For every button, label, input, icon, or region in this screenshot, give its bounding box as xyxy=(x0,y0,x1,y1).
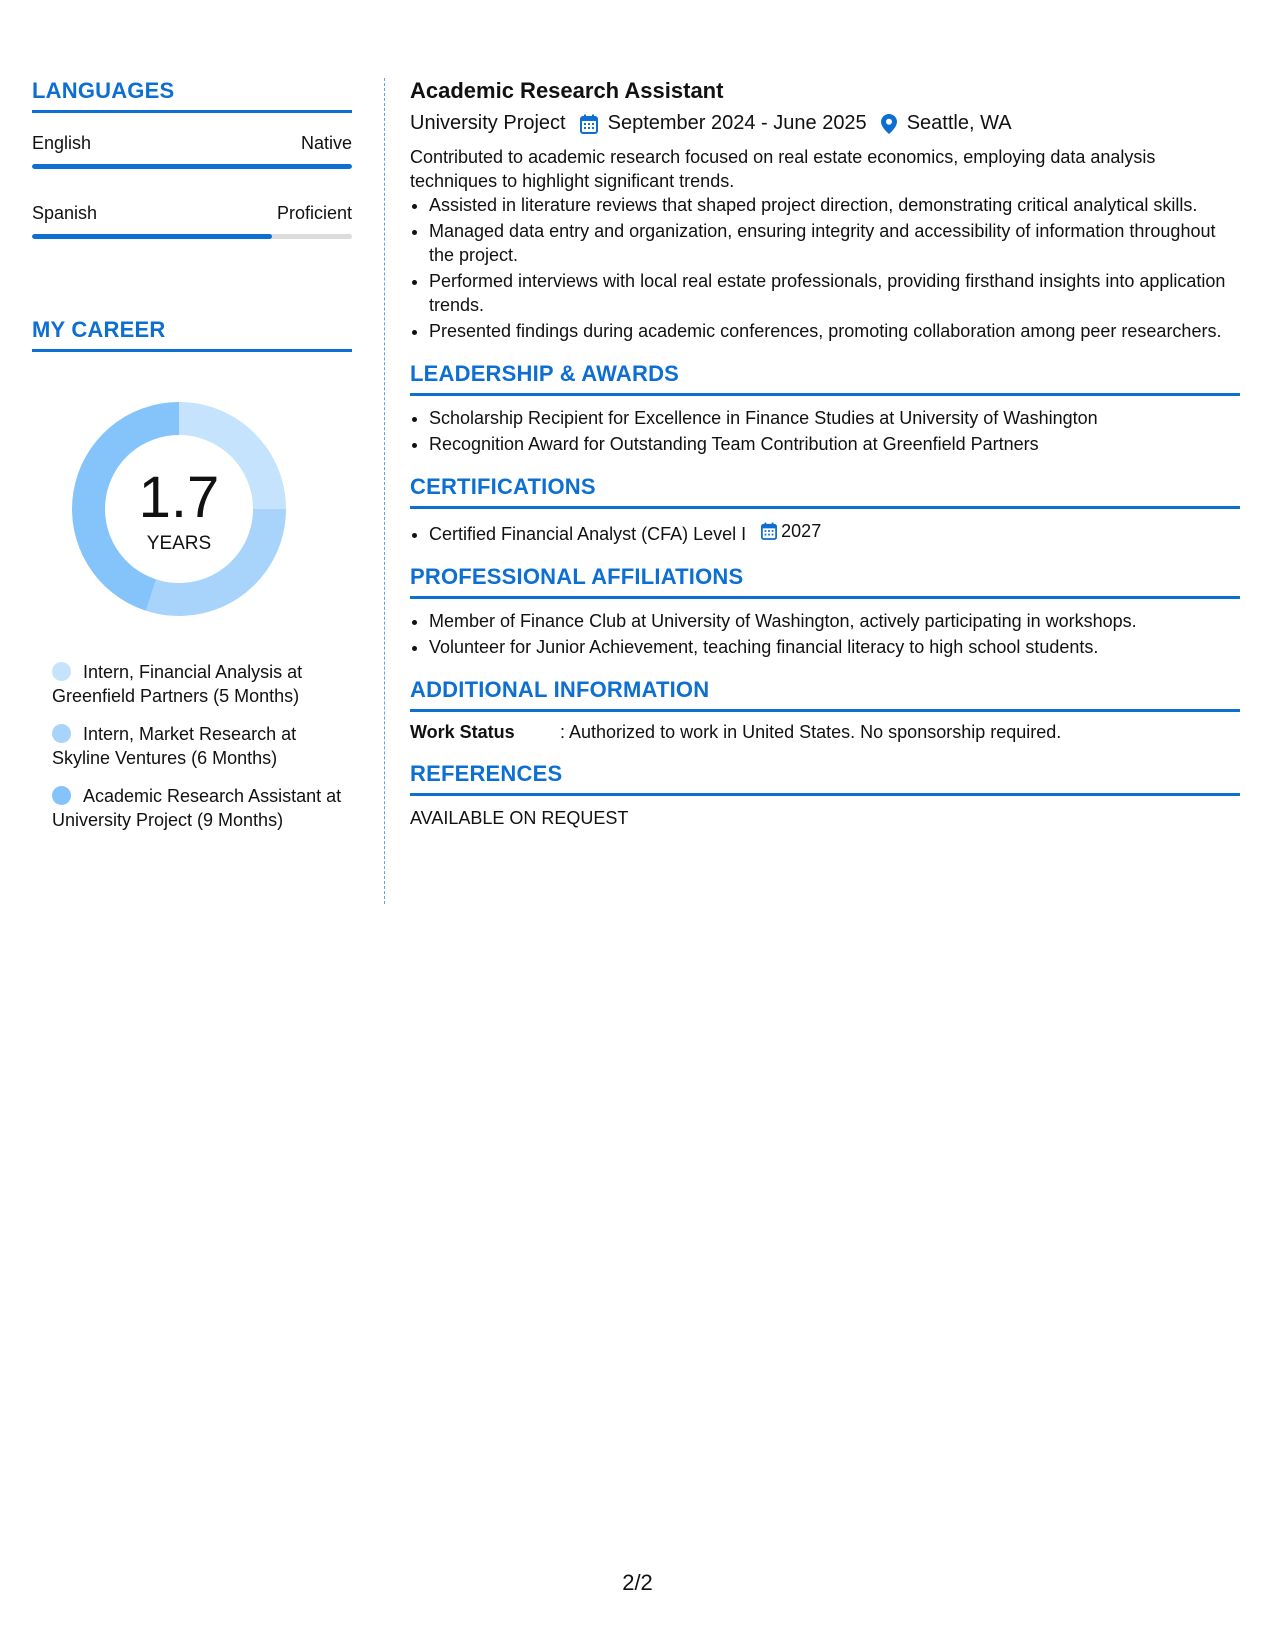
career-donut-chart xyxy=(64,394,294,624)
certifications-list xyxy=(410,519,1240,546)
list-item: • Scholarship Recipient for Excellence in Finance Studies at University of Washington xyxy=(429,406,1240,430)
list-item: • Presented findings during academic conferences, promoting collaboration among peer researchers. xyxy=(429,319,1240,343)
language-level: Native xyxy=(300,133,352,153)
references-title: REFERENCES xyxy=(410,761,1240,796)
legend-dot xyxy=(52,724,71,743)
references-section xyxy=(410,761,1240,829)
career-legend xyxy=(52,660,342,832)
list-item: • Performed interviews with local real estate professionals, providing firsthand insights into application trends. xyxy=(429,269,1240,317)
main-content xyxy=(410,78,1240,829)
certification-name: Certified Financial Analyst (CFA) Level I xyxy=(429,524,747,544)
job-title: Academic Research Assistant xyxy=(410,78,724,103)
career-total-unit: YEARS xyxy=(146,533,212,554)
job-dates: September 2024 - June 2025 xyxy=(607,112,867,134)
calendar-icon xyxy=(761,522,777,540)
work-status-value: : Authorized to work in United States. No sponsorship required. xyxy=(560,722,1062,742)
language-name: Spanish xyxy=(32,203,98,223)
certification-date xyxy=(761,519,821,543)
language-proficiency-bar xyxy=(32,234,352,239)
job-bullets xyxy=(410,193,1240,343)
calendar-icon xyxy=(580,114,598,134)
legend-dot xyxy=(52,786,71,805)
career-title: MY CAREER xyxy=(32,317,352,352)
legend-label: Intern, Financial Analysis at Greenfield Partners (5 Months) xyxy=(52,662,303,706)
career-total-years: 1.7 xyxy=(138,465,220,530)
map-pin-icon xyxy=(881,114,897,134)
leadership-title: LEADERSHIP & AWARDS xyxy=(410,361,1240,396)
language-proficiency-bar xyxy=(32,164,352,169)
list-item: • Volunteer for Junior Achievement, teaching financial literacy to high school students. xyxy=(429,635,1240,659)
legend-item xyxy=(52,784,342,832)
work-status-row xyxy=(410,722,1240,743)
job-location: Seattle, WA xyxy=(906,112,1012,134)
additional-title: ADDITIONAL INFORMATION xyxy=(410,677,1240,712)
work-status-label: Work Status xyxy=(410,722,515,742)
job-company: University Project xyxy=(410,112,566,134)
list-item xyxy=(429,519,1240,546)
language-name: English xyxy=(32,133,92,153)
certifications-title: CERTIFICATIONS xyxy=(410,474,1240,509)
references-text: AVAILABLE ON REQUEST xyxy=(410,808,629,828)
language-spanish xyxy=(32,203,352,239)
leadership-section xyxy=(410,361,1240,456)
legend-label: Academic Research Assistant at University Project (9 Months) xyxy=(52,786,342,830)
affiliations-list xyxy=(410,609,1240,659)
language-level: Proficient xyxy=(276,203,352,223)
list-item: • Managed data entry and organization, ensuring integrity and accessibility of information throughout the project. xyxy=(429,219,1240,267)
list-item: • Assisted in literature reviews that shaped project direction, demonstrating critical analytical skills. xyxy=(429,193,1240,217)
affiliations-section xyxy=(410,564,1240,659)
legend-label: Intern, Market Research at Skyline Ventures (6 Months) xyxy=(52,724,297,768)
list-item: • Member of Finance Club at University of Washington, actively participating in workshops. xyxy=(429,609,1240,633)
career-donut-center xyxy=(64,394,294,624)
list-item: • Recognition Award for Outstanding Team Contribution at Greenfield Partners xyxy=(429,432,1240,456)
certifications-section xyxy=(410,474,1240,546)
affiliations-title: PROFESSIONAL AFFILIATIONS xyxy=(410,564,1240,599)
legend-item xyxy=(52,722,342,770)
leadership-list xyxy=(410,406,1240,456)
column-divider xyxy=(384,78,385,904)
sidebar xyxy=(32,78,352,846)
job-description: Contributed to academic research focused on real estate economics, employing data analysis techniques to highlight significant trends. xyxy=(410,147,1156,191)
job-meta xyxy=(410,112,1240,135)
language-proficiency-fill xyxy=(32,164,352,169)
legend-dot xyxy=(52,662,71,681)
page-number: 2/2 xyxy=(622,1570,653,1595)
certification-year: 2027 xyxy=(781,521,822,541)
additional-section xyxy=(410,677,1240,743)
legend-item xyxy=(52,660,342,708)
language-proficiency-fill xyxy=(32,234,272,239)
languages-title: LANGUAGES xyxy=(32,78,352,113)
language-english xyxy=(32,133,352,169)
